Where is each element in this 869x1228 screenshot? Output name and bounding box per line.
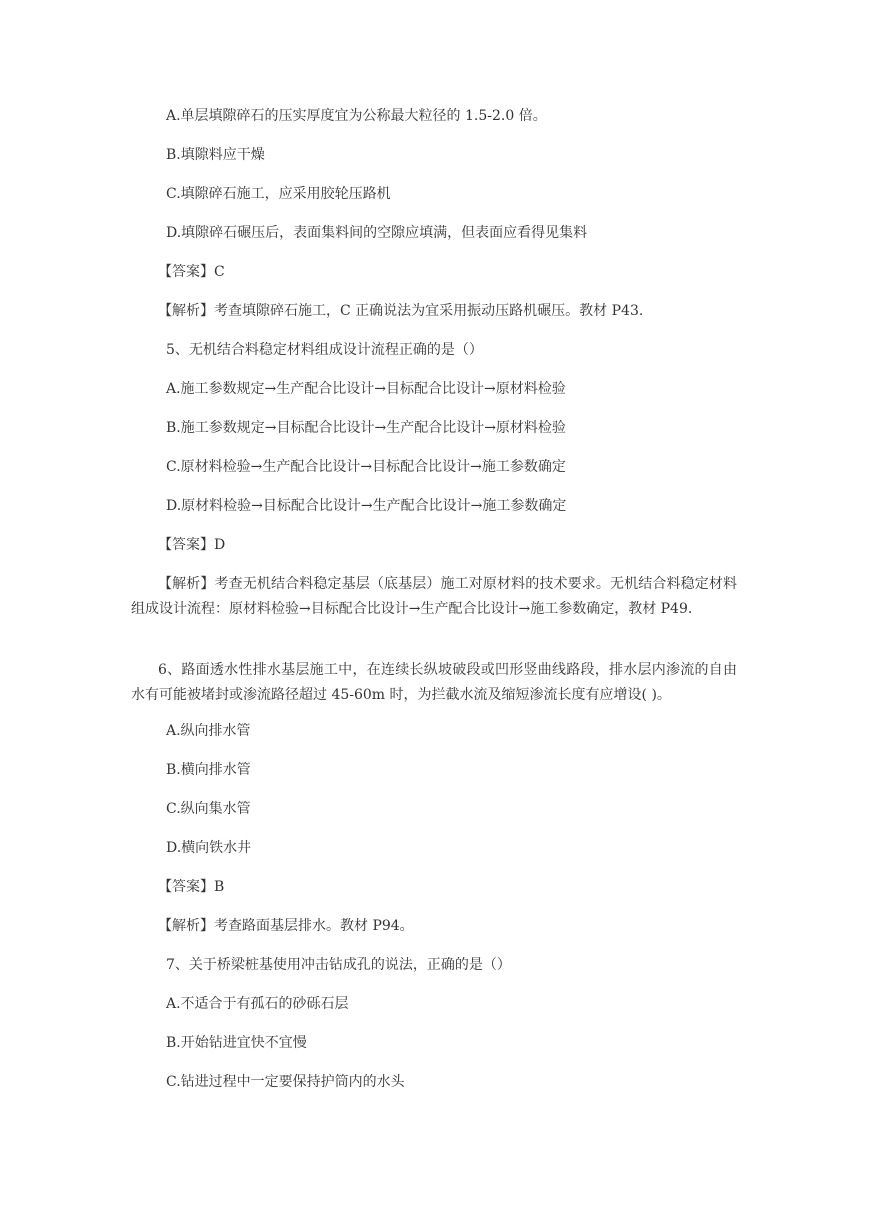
q5-option-c: C.原材料检验→生产配合比设计→目标配合比设计→施工参数确定 <box>166 459 566 475</box>
q7-option-a: A.不适合于有孤石的砂砾石层 <box>166 996 349 1012</box>
q7-option-c: C.钻进过程中一定要保持护筒内的水头 <box>166 1074 405 1090</box>
q6-analysis: 【解析】考查路面基层排水。教材 P94。 <box>158 918 414 934</box>
q4-option-c: C.填隙碎石施工，应采用胶轮压路机 <box>166 186 391 202</box>
q5-answer: 【答案】D <box>158 537 226 553</box>
q6-option-c: C.纵向集水管 <box>166 801 251 817</box>
q5-option-b: B.施工参数规定→目标配合比设计→生产配合比设计→原材料检验 <box>166 420 566 436</box>
q6-question: 6、路面透水性排水基层施工中，在连续长纵坡破段或凹形竖曲线路段，排水层内渗流的自由水有可能被堵封或渗流路径超过 45-60m 时，为拦截水流及缩短渗流长度有应增设( )。 <box>131 662 737 703</box>
q5-option-a: A.施工参数规定→生产配合比设计→目标配合比设计→原材料检验 <box>166 381 566 397</box>
q5-option-d: D.原材料检验→目标配合比设计→生产配合比设计→施工参数确定 <box>166 498 567 514</box>
q6-answer: 【答案】B <box>158 879 225 895</box>
q7-option-b: B.开始钻进宜快不宜慢 <box>166 1035 307 1051</box>
q4-analysis: 【解析】考查填隙碎石施工，C 正确说法为宜采用振动压路机碾压。教材 P43. <box>158 303 644 319</box>
q7-question: 7、关于桥梁桩基使用冲击钻成孔的说法，正确的是（） <box>166 957 511 973</box>
q4-option-b: B.填隙料应干燥 <box>166 147 265 163</box>
q4-option-a: A.单层填隙碎石的压实厚度宜为公称最大粒径的 1.5-2.0 倍。 <box>166 108 547 124</box>
q6-option-d: D.横向铁水井 <box>166 840 252 856</box>
q6-option-a: A.纵向排水管 <box>166 723 251 739</box>
q6-option-b: B.横向排水管 <box>166 762 251 778</box>
q5-analysis: 【解析】考查无机结合料稳定基层（底基层）施工对原材料的技术要求。无机结合料稳定材料组成设计流程：原材料检验→目标配合比设计→生产配合比设计→施工参数确定，教材 P49. <box>131 576 737 617</box>
q4-option-d: D.填隙碎石碾压后，表面集料间的空隙应填满，但表面应看得见集料 <box>166 225 588 241</box>
q5-question: 5、无机结合料稳定材料组成设计流程正确的是（） <box>166 342 483 358</box>
q4-answer: 【答案】C <box>158 264 225 280</box>
